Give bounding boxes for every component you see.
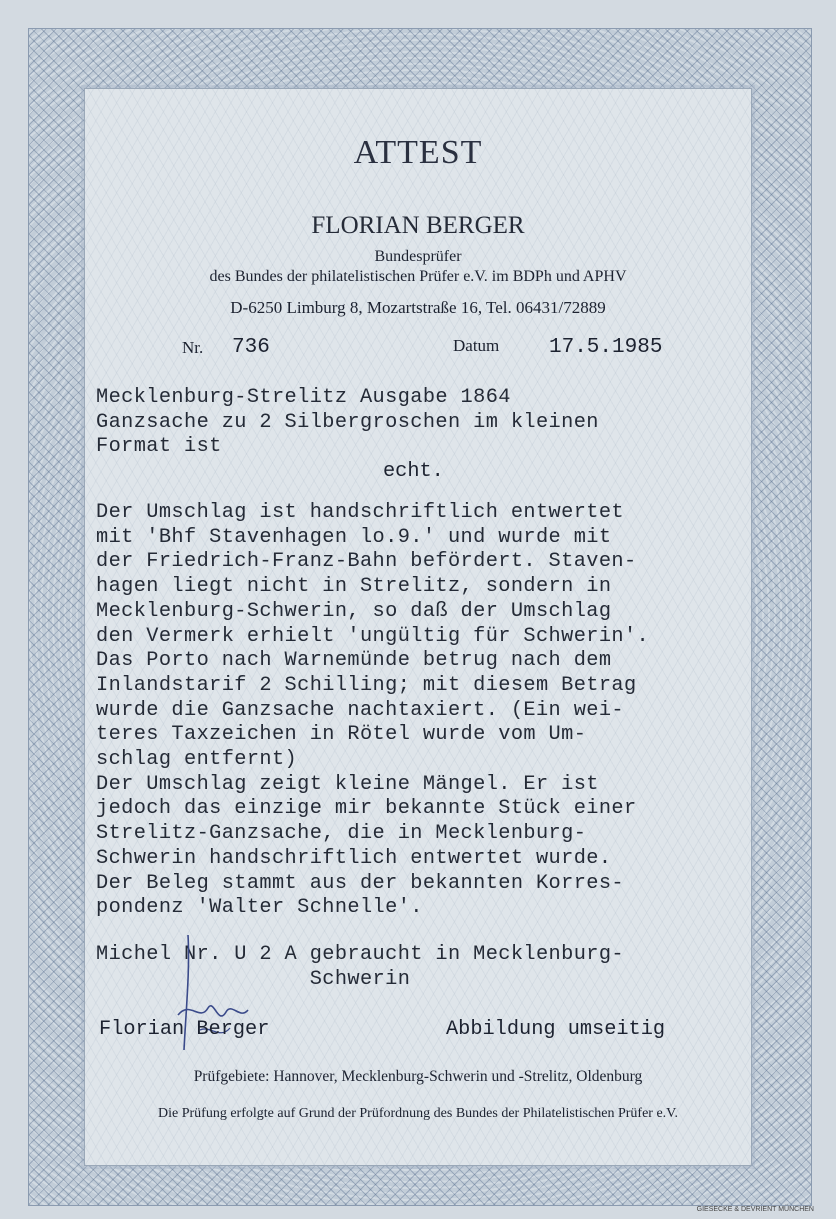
text-line: Strelitz-Ganzsache, die in Mecklenburg- xyxy=(96,822,587,846)
text-line: Der Umschlag ist handschriftlich entwertet xyxy=(96,501,624,524)
examiner-name: FLORIAN BERGER xyxy=(311,212,525,239)
text-line: Der Beleg stammt aus der bekannten Korres- xyxy=(96,871,624,895)
nr-value: 736 xyxy=(232,336,270,359)
nr-label: Nr. xyxy=(182,338,204,357)
text-line: Schwerin handschriftlich entwertet wurde. xyxy=(96,846,612,870)
text-line: pondenz 'Walter Schnelle'. xyxy=(96,896,423,920)
date-value: 17.5.1985 xyxy=(549,336,663,359)
document-title: ATTEST xyxy=(353,134,483,171)
verdict-genuine: echt. xyxy=(383,460,444,483)
examiner-role: Bundesprüfer xyxy=(374,248,462,265)
date-label: Datum xyxy=(453,336,500,355)
expertise-text xyxy=(96,501,756,921)
text-line: Michel Nr. U 2 A gebraucht in Mecklenburg- xyxy=(96,943,624,966)
text-line: den Vermerk erhielt 'ungültig für Schwerin'. xyxy=(96,624,650,648)
text-line: Ganzsache zu 2 Silbergroschen im kleinen xyxy=(96,410,599,434)
text-line: wurde die Ganzsache nachtaxiert. (Ein wei- xyxy=(96,698,624,722)
text-line: Mecklenburg-Schwerin, so daß der Umschlag xyxy=(96,599,612,623)
text-line: mit 'Bhf Stavenhagen lo.9.' und wurde mit xyxy=(96,525,612,549)
text-line: Inlandstarif 2 Schilling; mit diesem Betrag xyxy=(96,673,637,697)
signer-name: Florian Berger xyxy=(99,1018,270,1041)
examination-regulation: Die Prüfung erfolgte auf Grund der Prüfordnung des Bundes der Philatelistischen Prüfer e.V. xyxy=(158,1106,678,1121)
text-line: Mecklenburg-Strelitz Ausgabe 1864 xyxy=(96,386,511,409)
text-line: Der Umschlag zeigt kleine Mängel. Er ist xyxy=(96,772,599,796)
address-line: D-6250 Limburg 8, Mozartstraße 16, Tel. 06431/72889 xyxy=(230,298,606,317)
text-line: jedoch das einzige mir bekannte Stück einer xyxy=(96,797,637,821)
text-line: schlag entfernt) xyxy=(96,748,298,772)
item-description xyxy=(96,386,756,460)
text-line: teres Taxzeichen in Rötel wurde vom Um- xyxy=(96,723,587,747)
illustration-note: Abbildung umseitig xyxy=(446,1018,666,1041)
text-line: der Friedrich-Franz-Bahn befördert. Staven- xyxy=(96,550,637,574)
text-line: Format ist xyxy=(96,435,222,459)
printer-imprint: GIESECKE & DEVRIENT MÜNCHEN xyxy=(696,1206,814,1213)
text-line: hagen liegt nicht in Strelitz, sondern in xyxy=(96,575,612,599)
association-line: des Bundes der philatelistischen Prüfer e.V. im BDPh und APHV xyxy=(209,268,627,285)
text-line: Das Porto nach Warnemünde betrug nach dem xyxy=(96,649,612,673)
text-line: Schwerin xyxy=(96,967,411,991)
examination-areas: Prüfgebiete: Hannover, Mecklenburg-Schwerin und -Strelitz, Oldenburg xyxy=(193,1068,643,1085)
